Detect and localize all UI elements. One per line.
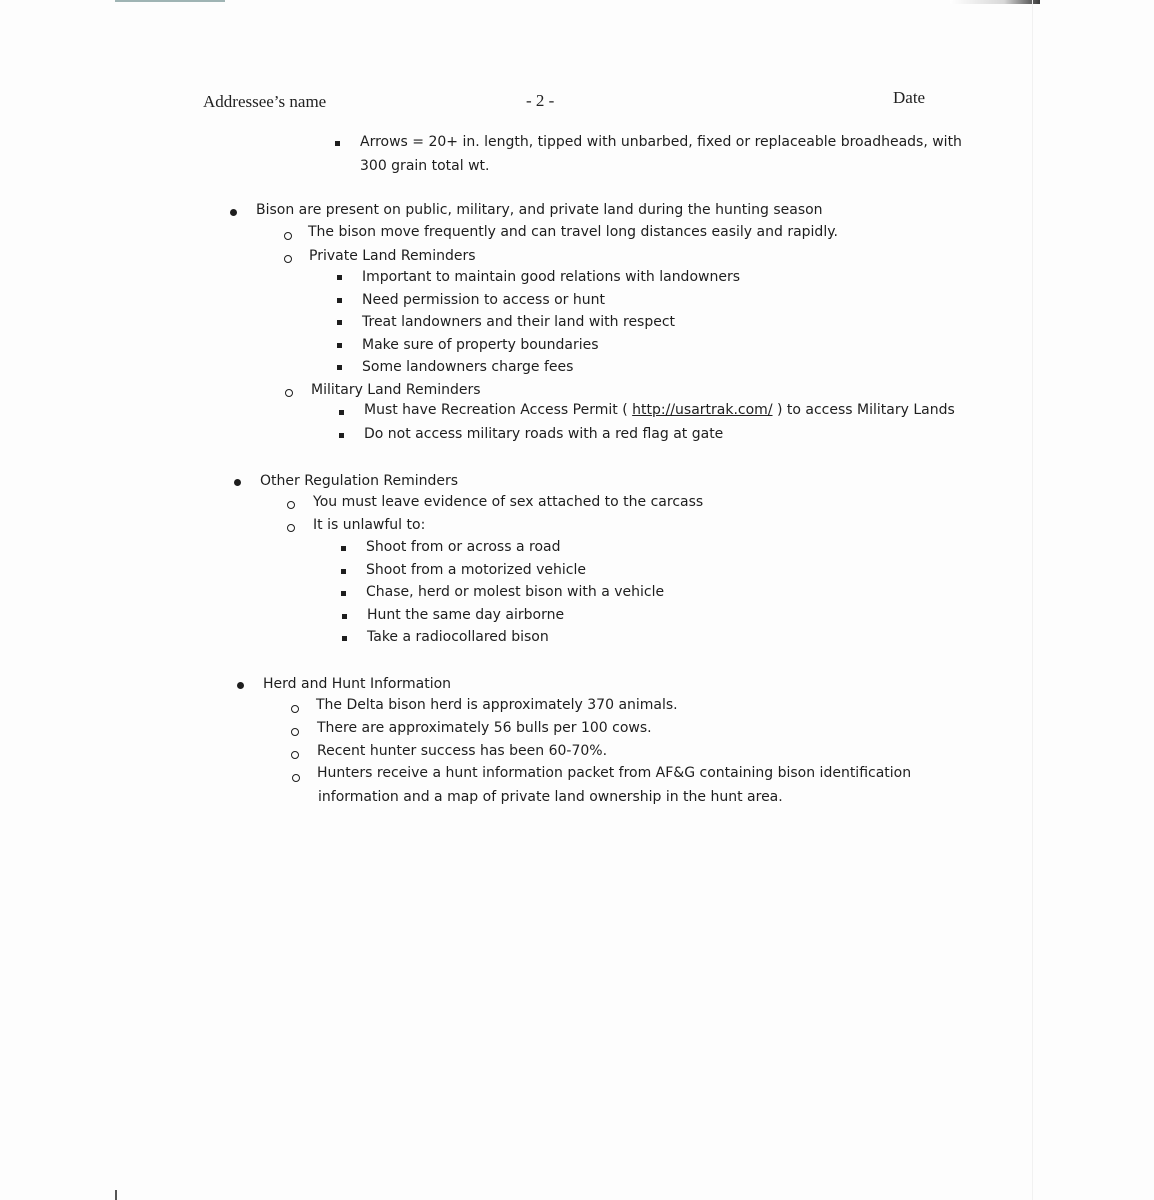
unlawful-item: Shoot from or across a road [366,539,561,555]
square-bullet-icon [342,614,347,619]
arrows-line-2: 300 grain total wt. [360,158,490,174]
circle-bullet-icon [287,524,295,532]
permit-prefix: Must have Recreation Access Permit ( [364,402,633,418]
scan-artifact-top-line [115,0,225,2]
circle-bullet-icon [284,232,292,240]
permit-suffix: ) to access Military Lands [772,402,955,418]
scan-artifact-corner [950,0,1040,4]
square-bullet-icon [339,410,344,415]
square-bullet-icon [335,141,340,146]
circle-bullet-icon [292,774,300,782]
disc-bullet-icon [234,479,241,486]
unlawful-item: Chase, herd or molest bison with a vehicle [366,584,665,600]
unlawful-item: Take a radiocollared bison [367,629,549,645]
square-bullet-icon [337,343,342,348]
scan-artifact-tick [115,1190,117,1200]
unlawful-item: Shoot from a motorized vehicle [366,562,586,578]
header-page-number: - 2 - [526,91,555,110]
square-bullet-icon [337,320,342,325]
herd-packet-line-2: information and a map of private land ownership in the hunt area. [318,789,783,805]
disc-bullet-icon [230,209,237,216]
private-land-item: Make sure of property boundaries [362,337,599,353]
circle-bullet-icon [291,705,299,713]
herd-item: The Delta bison herd is approximately 370 animals. [316,697,678,713]
disc-bullet-icon [237,682,244,689]
circle-bullet-icon [291,728,299,736]
bison-movement: The bison move frequently and can travel long distances easily and rapidly. [308,224,838,240]
herd-heading: Herd and Hunt Information [263,676,452,692]
arrows-line-1: Arrows = 20+ in. length, tipped with unbarbed, fixed or replaceable broadheads, with [360,134,962,150]
square-bullet-icon [341,569,346,574]
usartrak-link[interactable]: http://usartrak.com/ [632,402,773,418]
military-red-flag: Do not access military roads with a red flag at gate [364,426,724,442]
unlawful-item: Hunt the same day airborne [367,607,565,623]
regulation-evidence: You must leave evidence of sex attached to the carcass [313,494,704,510]
bison-heading: Bison are present on public, military, and private land during the hunting season [256,202,823,218]
header-date: Date [893,88,926,107]
square-bullet-icon [337,275,342,280]
regulation-heading: Other Regulation Reminders [260,473,459,489]
square-bullet-icon [341,546,346,551]
circle-bullet-icon [287,501,295,509]
scan-artifact-edge [1032,0,1033,1200]
private-land-label: Private Land Reminders [309,248,476,264]
private-land-item: Important to maintain good relations with landowners [362,269,740,285]
private-land-item: Some landowners charge fees [362,359,574,375]
square-bullet-icon [341,591,346,596]
herd-item: There are approximately 56 bulls per 100 cows. [317,720,652,736]
military-land-label: Military Land Reminders [311,382,481,398]
circle-bullet-icon [291,751,299,759]
circle-bullet-icon [285,389,293,397]
unlawful-label: It is unlawful to: [313,517,426,533]
military-permit-line [364,400,955,420]
private-land-item: Need permission to access or hunt [362,292,605,308]
square-bullet-icon [342,636,347,641]
square-bullet-icon [337,298,342,303]
header-addressee: Addressee’s name [203,92,327,111]
square-bullet-icon [337,365,342,370]
herd-item: Hunters receive a hunt information packet from AF&G containing bison identification [317,765,912,781]
circle-bullet-icon [284,255,292,263]
private-land-item: Treat landowners and their land with respect [362,314,676,330]
square-bullet-icon [339,433,344,438]
herd-item: Recent hunter success has been 60-70%. [317,743,608,759]
